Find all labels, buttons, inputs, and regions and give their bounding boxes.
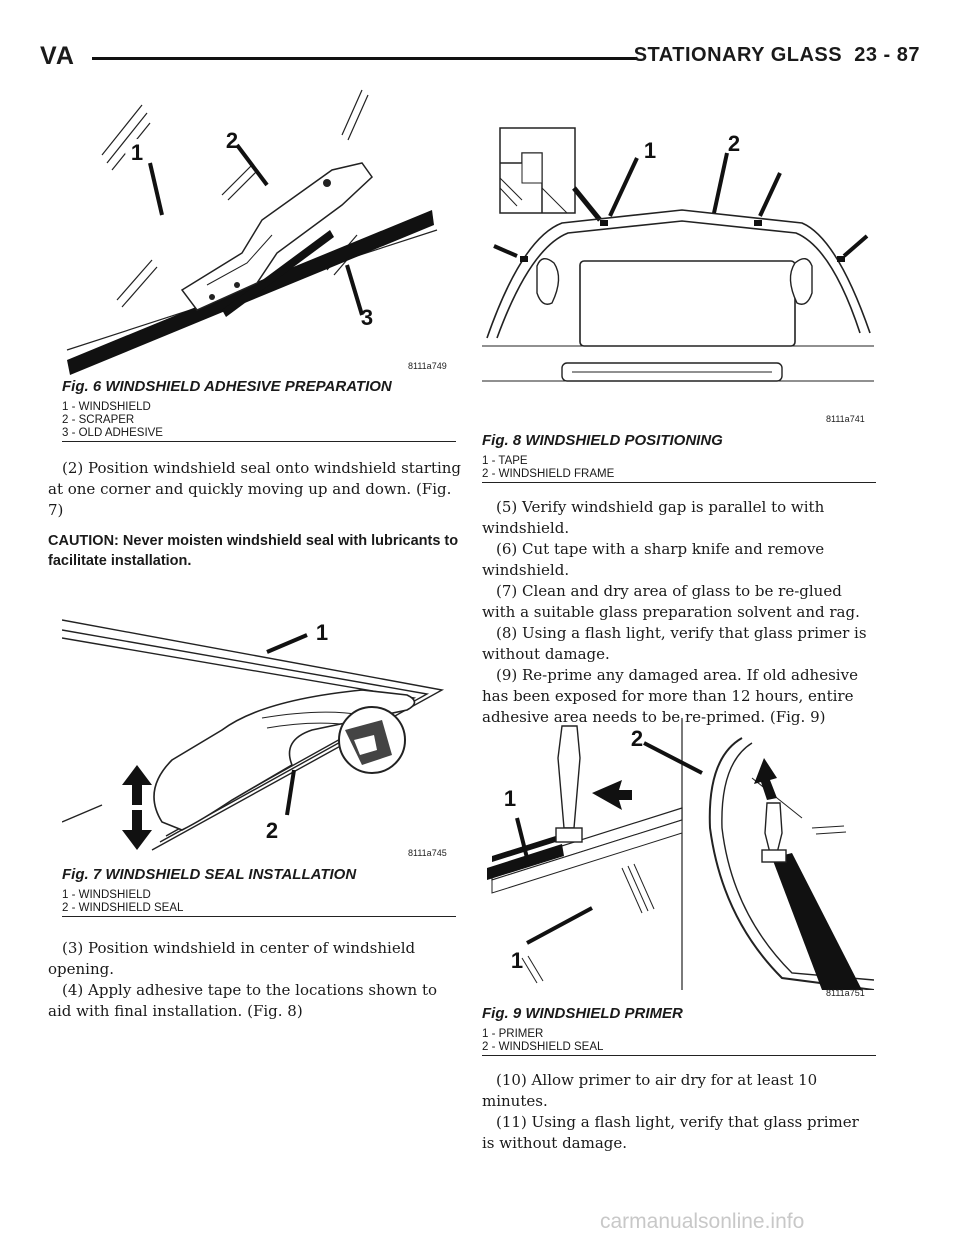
fig7-callout-2: 2: [265, 818, 279, 843]
fig6-legend-1: 1 - WINDSHIELD: [62, 401, 151, 413]
fig8-caption: [482, 432, 876, 483]
watermark: carmanualsonline.info: [600, 1210, 805, 1233]
header-rule: [92, 57, 637, 60]
fig8-legend-2: 2 - WINDSHIELD FRAME: [482, 468, 615, 480]
fig9-legend-2: 2 - WINDSHIELD SEAL: [482, 1041, 604, 1053]
fig6-legend-2: 2 - SCRAPER: [62, 414, 135, 426]
step-8: (8) Using a flash light, verify that glass primer is without damage.: [482, 624, 867, 663]
fig9-title: Fig. 9 WINDSHIELD PRIMER: [482, 1005, 683, 1022]
fig6-callout-2: 2: [225, 128, 239, 153]
fig9-code: 8111a751: [826, 988, 865, 998]
fig9-rule: [482, 1055, 876, 1056]
fig9-callout-1a: 1: [503, 786, 517, 811]
fig9-legend-1: 1 - PRIMER: [482, 1028, 544, 1040]
step-6: (6) Cut tape with a sharp knife and remove windshield.: [482, 540, 825, 579]
step-5: (5) Verify windshield gap is parallel to with windshield.: [482, 498, 825, 537]
step-11: (11) Using a flash light, verify that glass primer is without damage.: [482, 1113, 859, 1152]
fig8-callout-2: 2: [727, 131, 741, 156]
fig6-illustration: [62, 85, 454, 375]
fig6-callout-1: 1: [130, 140, 144, 165]
step-3: (3) Position windshield in center of windshield opening.: [48, 939, 416, 978]
fig7-rule: [62, 916, 456, 917]
fig6-rule: [62, 441, 456, 442]
fig9-callout-2: 2: [630, 726, 644, 751]
fig7-illustration: [62, 590, 454, 860]
fig7-callout-1: 1: [315, 620, 329, 645]
right-text-top: [482, 497, 876, 728]
left-text-top: [48, 458, 462, 571]
left-text-bottom: [48, 938, 462, 1022]
step-10: (10) Allow primer to air dry for at least 10 minutes.: [482, 1071, 818, 1110]
fig8-rule: [482, 482, 876, 483]
fig6-code: 8111a749: [408, 361, 447, 371]
fig9-callout-1b: 1: [510, 948, 524, 973]
fig6-caption: [62, 378, 456, 442]
fig6-callout-3: 3: [360, 305, 374, 330]
fig9-caption: [482, 1005, 876, 1056]
page-header: [40, 42, 920, 72]
right-text-bottom: [482, 1070, 876, 1154]
step-4: (4) Apply adhesive tape to the locations shown to aid with final installation. (Fig. 8): [48, 981, 438, 1020]
fig7-code: 8111a745: [408, 848, 447, 858]
section-title: STATIONARY GLASS: [633, 44, 843, 66]
step-9: (9) Re-prime any damaged area. If old adhesive has been exposed for more than 12 hours, entire adhesive area needs to be re-primed. (Fig. 9): [482, 666, 858, 726]
fig8-callout-1: 1: [643, 138, 657, 163]
step-7: (7) Clean and dry area of glass to be re-glued with a suitable glass preparation solvent and rag.: [482, 582, 860, 621]
fig6-legend-3: 3 - OLD ADHESIVE: [62, 427, 163, 439]
fig6-title: Fig. 6 WINDSHIELD ADHESIVE PREPARATION: [62, 378, 392, 395]
step-2: (2) Position windshield seal onto windshield starting at one corner and quickly moving up and down. (Fig. 7): [48, 459, 462, 519]
header-right: [634, 44, 920, 67]
fig9-illustration: [482, 718, 874, 990]
fig8-illustration: [482, 118, 874, 413]
caution-note: CAUTION: Never moisten windshield seal with lubricants to facilitate installation.: [48, 533, 459, 569]
fig7-legend-1: 1 - WINDSHIELD: [62, 889, 151, 901]
fig8-title: Fig. 8 WINDSHIELD POSITIONING: [482, 432, 723, 449]
fig8-code: 8111a741: [826, 414, 865, 424]
page-number: 23 - 87: [854, 44, 920, 66]
section-code: VA: [40, 42, 75, 70]
fig8-legend-1: 1 - TAPE: [482, 455, 528, 467]
fig7-caption: [62, 866, 456, 917]
fig7-title: Fig. 7 WINDSHIELD SEAL INSTALLATION: [62, 866, 357, 883]
fig7-legend-2: 2 - WINDSHIELD SEAL: [62, 902, 184, 914]
